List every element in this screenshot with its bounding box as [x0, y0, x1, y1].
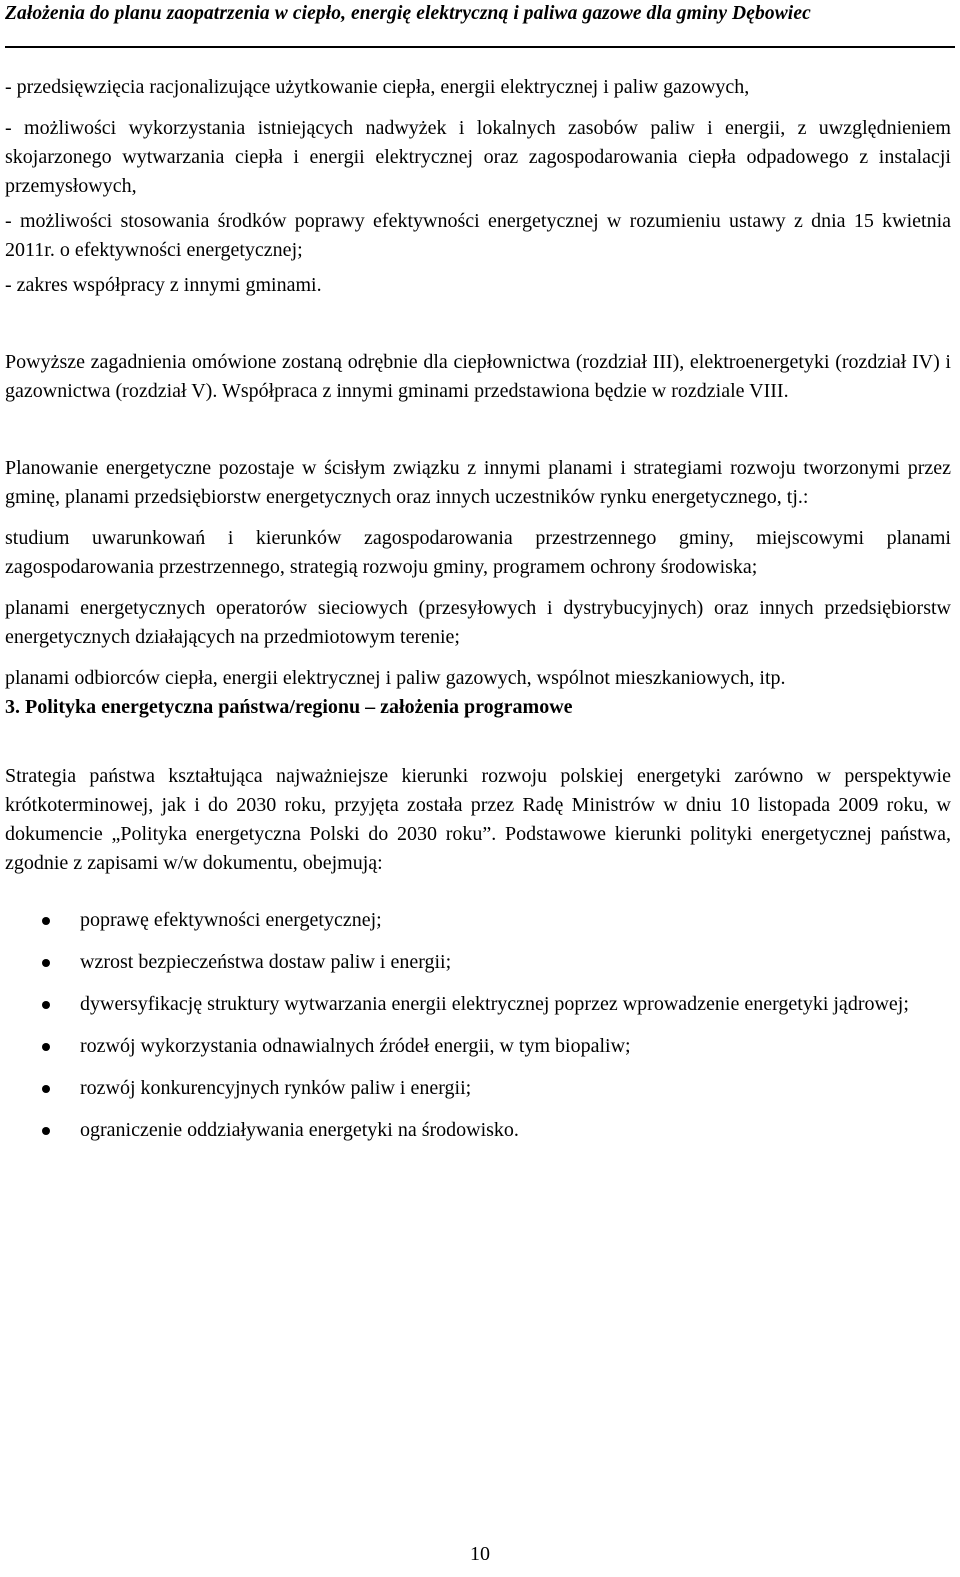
dash-item: - przedsięwzięcia racjonalizujące użytkowanie ciepła, energii elektrycznej i paliw gazowych, — [5, 76, 750, 98]
paragraph-chapters: Powyższe zagadnienia omówione zostaną odrębnie dla ciepłownictwa (rozdział III), elektroenergetyki (rozdział IV) i gazownictwa (rozdział V). Współpraca z innymi gminami przedstawiona będzie w rozdziale VIII. — [5, 351, 951, 402]
plan-item: planami odbiorców ciepła, energii elektrycznej i paliw gazowych, wspólnot mieszkaniowych, itp. — [5, 667, 786, 689]
bullet-icon — [42, 1043, 50, 1051]
dash-item: - możliwości wykorzystania istniejących nadwyżek i lokalnych zasobów paliw i energii, z uwzględnieniem skojarzonego wytwarzania ciepła i energii elektrycznej oraz zagospodarowania ciepła odpadowego z instalacji przemysłowych, — [5, 117, 951, 197]
section-title: Polityka energetyczna państwa/regionu – założenia programowe — [25, 696, 573, 718]
page-header — [5, 0, 955, 48]
list-item: ograniczenie oddziaływania energetyki na środowisko. — [5, 1116, 951, 1145]
page-number: 10 — [470, 1543, 490, 1565]
bullet-icon — [42, 917, 50, 925]
dash-item: - zakres współpracy z innymi gminami. — [5, 274, 322, 296]
plan-item: planami energetycznych operatorów sieciowych (przesyłowych i dystrybucyjnych) oraz innych przedsiębiorstw energetycznych działających na przedmiotowym terenie; — [5, 597, 951, 648]
section-heading — [5, 693, 951, 722]
header-title: Założenia do planu zaopatrzenia w ciepło, energię elektryczną i paliwa gazowe dla gminy Dębowiec — [5, 3, 811, 24]
dash-item: - możliwości stosowania środków poprawy efektywności energetycznej w rozumieniu ustawy z dnia 15 kwietnia 2011r. o efektywności energetycznej; — [5, 210, 951, 261]
list-item: poprawę efektywności energetycznej; — [5, 906, 951, 935]
paragraph-planning: Planowanie energetyczne pozostaje w ścisłym związku z innymi planami i strategiami rozwoju tworzonymi przez gminę, planami przedsiębiorstw energetycznych oraz innych uczestników rynku energetycznego, tj.: — [5, 457, 951, 508]
plan-item: studium uwarunkowań i kierunków zagospodarowania przestrzennego gminy, miejscowymi planami zagospodarowania przestrzennego, strategią rozwoju gminy, programem ochrony środowiska; — [5, 527, 951, 578]
section-number: 3. — [5, 696, 20, 718]
list-item: wzrost bezpieczeństwa dostaw paliw i energii; — [5, 948, 951, 977]
list-item: rozwój konkurencyjnych rynków paliw i energii; — [5, 1074, 951, 1103]
paragraph-strategy: Strategia państwa kształtująca najważniejsze kierunki rozwoju polskiej energetyki zarówno w perspektywie krótkoterminowej, jak i do 2030 roku, przyjęta została przez Radę Ministrów w dniu 10 listopada 2009 roku, w dokumencie „Polityka energetyczna Polski do 2030 roku”. Podstawowe kierunki polityki energetycznej państwa, zgodnie z zapisami w/w dokumentu, obejmują: — [5, 765, 951, 874]
bullet-icon — [42, 1001, 50, 1009]
list-item: rozwój wykorzystania odnawialnych źródeł energii, w tym biopaliw; — [5, 1032, 951, 1061]
document-body — [5, 73, 951, 1158]
bullet-icon — [42, 1127, 50, 1135]
list-item: dywersyfikację struktury wytwarzania energii elektrycznej poprzez wprowadzenie energetyki jądrowej; — [5, 990, 951, 1019]
bullet-icon — [42, 1085, 50, 1093]
directions-list — [5, 906, 951, 1145]
bullet-icon — [42, 959, 50, 967]
